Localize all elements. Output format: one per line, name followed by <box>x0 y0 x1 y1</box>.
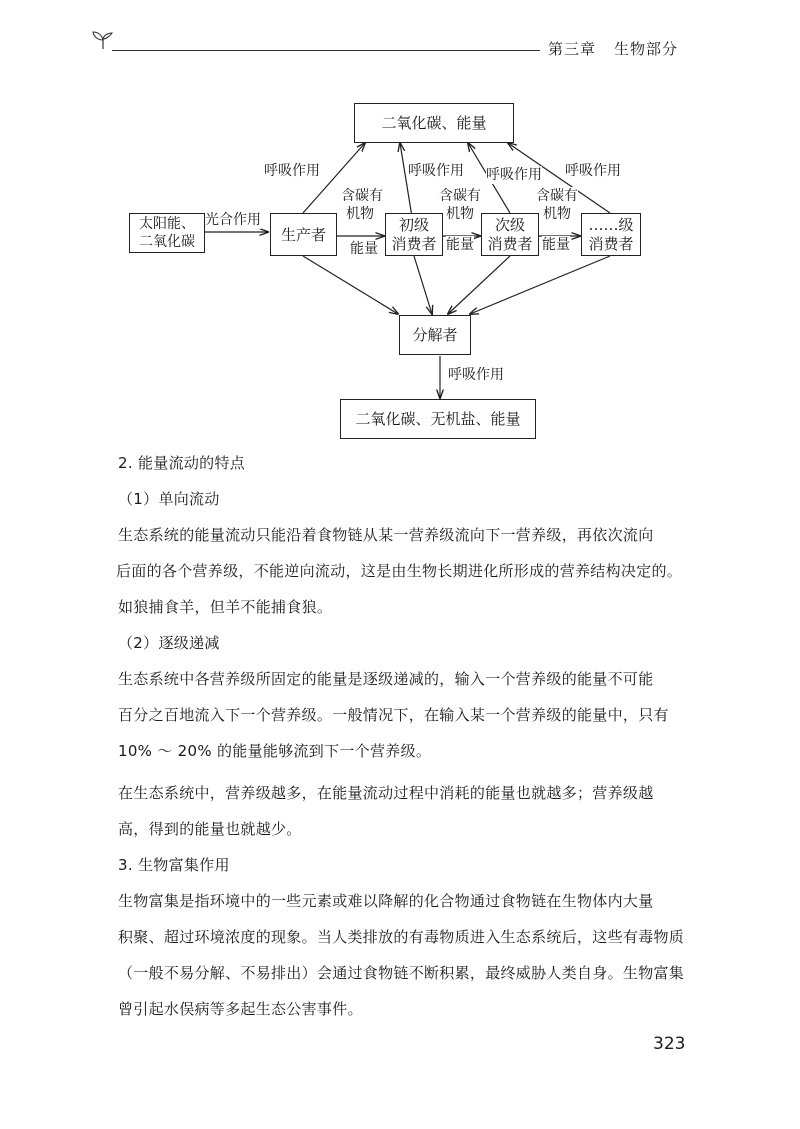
heading-bioaccumulation: 3. 生物富集作用 <box>118 856 230 874</box>
label-energy-2: 能量 <box>446 237 474 253</box>
node-sun-co2-line1: 太阳能、 <box>139 216 195 232</box>
para-one-way-line1: 生态系统的能量流动只能沿着食物链从某一营养级流向下一营养级，再依次流向 <box>118 526 654 544</box>
para-one-way-line3: 如狼捕食羊，但羊不能捕食狼。 <box>118 598 333 616</box>
para-one-way-line2: 后面的各个营养级，不能逆向流动，这是由生物长期进化所形成的营养结构决定的。 <box>116 562 683 580</box>
label-respiration-nth: 呼吸作用 <box>565 163 621 179</box>
node-producer-label: 生产者 <box>280 225 326 244</box>
heading-energy-flow-features: 2. 能量流动的特点 <box>118 454 246 472</box>
arrow-secondary-decomposer <box>448 256 510 314</box>
subheading-decreasing: （2）逐级递减 <box>118 634 220 652</box>
node-decomposer-label: 分解者 <box>412 326 458 344</box>
node-primary-line2: 消费者 <box>391 234 437 253</box>
para-levels-line1: 在生态系统中，营养级越多，在能量流动过程中消耗的能量也就越多；营养级越 <box>118 784 654 802</box>
para-decreasing-line2: 百分之百地流入下一个营养级。一般情况下，在输入某一个营养级的能量中，只有 <box>118 706 669 724</box>
node-producer <box>270 213 337 256</box>
label-photosynthesis: 光合作用 <box>205 212 261 228</box>
node-sun-co2 <box>129 213 205 253</box>
body-text <box>118 445 694 1027</box>
label-carbon-3a: 含碳有 <box>536 188 578 204</box>
node-sun-co2-line2: 二氧化碳 <box>139 234 195 250</box>
label-respiration-producer: 呼吸作用 <box>264 163 320 179</box>
label-respiration-secondary: 呼吸作用 <box>486 167 542 183</box>
para-bio-line2: 积聚、超过环境浓度的现象。当人类排放的有毒物质进入生态系统后，这些有毒物质 <box>118 928 685 946</box>
node-co2-salt-energy-label: 二氧化碳、无机盐、能量 <box>355 410 521 428</box>
node-secondary-line2: 消费者 <box>487 234 533 253</box>
para-decreasing-line1: 生态系统中各营养级所固定的能量是逐级递减的，输入一个营养级的能量不可能 <box>118 670 654 688</box>
label-energy-1: 能量 <box>350 241 378 257</box>
node-secondary-line1: 次级 <box>494 215 525 234</box>
label-carbon-2a: 含碳有 <box>439 188 481 204</box>
para-decreasing-line3: 10% ～ 20% 的能量能够流到下一个营养级。 <box>118 742 432 760</box>
label-respiration-decomposer: 呼吸作用 <box>448 367 504 383</box>
node-nth-line1: ……级 <box>588 215 634 234</box>
section-title: 生物部分 <box>614 40 679 58</box>
node-secondary-consumer <box>481 213 539 256</box>
node-nth-line2: 消费者 <box>588 234 634 253</box>
node-primary-line1: 初级 <box>398 215 429 234</box>
label-carbon-1b: 机物 <box>346 206 374 222</box>
label-energy-3: 能量 <box>542 237 570 253</box>
node-primary-consumer <box>385 213 443 256</box>
subheading-one-way: （1）单向流动 <box>118 490 220 508</box>
chapter-title: 第三章 <box>548 40 597 58</box>
label-carbon-2b: 机物 <box>446 206 474 222</box>
node-co2-salt-energy <box>340 399 536 439</box>
label-respiration-primary: 呼吸作用 <box>408 163 464 179</box>
node-nth-consumer <box>581 213 641 256</box>
node-decomposer <box>399 315 471 355</box>
para-bio-line4: 曾引起水俣病等多起生态公害事件。 <box>118 1000 363 1018</box>
arrow-nth-decomposer <box>470 256 610 314</box>
label-carbon-1a: 含碳有 <box>341 188 383 204</box>
para-levels-line2: 高，得到的能量也就越少。 <box>118 820 302 838</box>
arrow-primary-decomposer <box>414 256 432 314</box>
arrow-producer-decomposer <box>303 256 398 314</box>
para-bio-line1: 生物富集是指环境中的一些元素或难以降解的化合物通过食物链在生物体内大量 <box>118 892 654 910</box>
page-number: 323 <box>653 1034 686 1054</box>
label-carbon-3b: 机物 <box>543 206 571 222</box>
para-bio-line3: （一般不易分解、不易排出）会通过食物链不断积累，最终威胁人类自身。生物富集 <box>118 964 685 982</box>
node-co2-energy-label: 二氧化碳、能量 <box>381 114 487 132</box>
node-co2-energy <box>354 103 514 143</box>
